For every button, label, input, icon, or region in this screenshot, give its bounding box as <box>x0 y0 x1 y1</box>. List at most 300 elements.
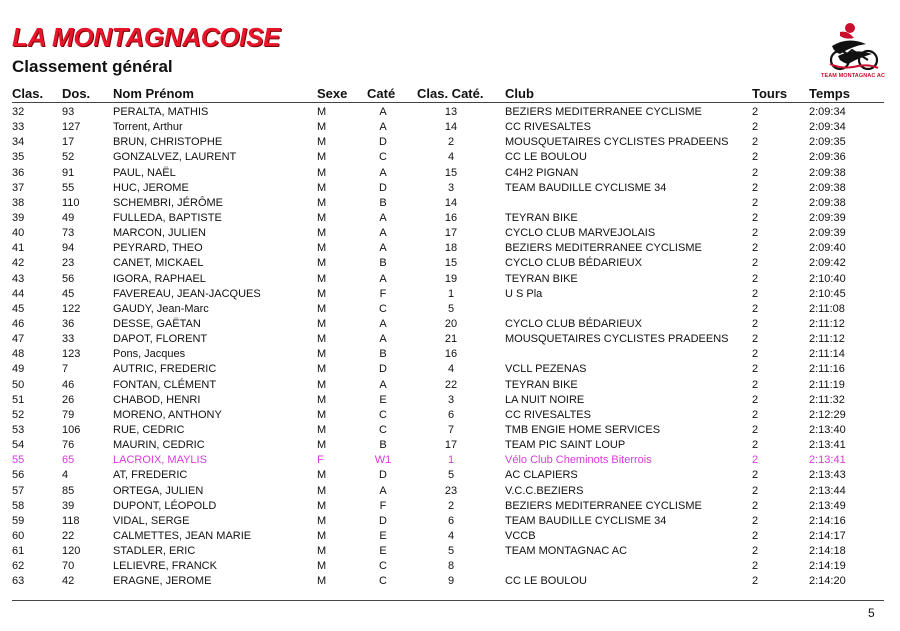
col-temps: Temps <box>809 86 850 101</box>
cell-cate: B <box>379 348 387 361</box>
cell-cate: C <box>379 423 387 436</box>
cell-club: CC RIVESALTES <box>505 408 591 421</box>
cell-nom: Torrent, Arthur <box>113 121 183 134</box>
cell-sexe: M <box>317 242 327 255</box>
cell-sexe: M <box>317 181 327 194</box>
cell-clas: 47 <box>12 333 25 346</box>
cell-clas: 62 <box>12 560 25 573</box>
cell-dos: 36 <box>62 317 75 330</box>
cell-dos: 110 <box>62 196 80 209</box>
cell-clas-cate: 15 <box>444 257 458 270</box>
cell-club: BEZIERS MEDITERRANEE CYCLISME <box>505 499 702 512</box>
table-row <box>12 438 884 453</box>
cell-tours: 2 <box>752 423 759 436</box>
cell-dos: 93 <box>62 106 75 118</box>
cell-club: CC RIVESALTES <box>505 121 591 134</box>
cell-temps: 2:11:16 <box>809 363 845 376</box>
cell-nom: FAVEREAU, JEAN-JACQUES <box>113 287 261 300</box>
cell-clas-cate: 2 <box>447 136 455 149</box>
cell-club: CYCLO CLUB BÉDARIEUX <box>505 317 642 330</box>
cell-sexe: M <box>317 378 327 391</box>
cell-cate: W1 <box>374 454 392 467</box>
cell-temps: 2:10:45 <box>809 287 846 300</box>
cell-temps: 2:13:41 <box>809 439 846 452</box>
cell-club: U S Pla <box>505 287 543 300</box>
cell-tours: 2 <box>752 454 759 467</box>
cell-nom: DESSE, GAËTAN <box>113 317 201 330</box>
cell-tours: 2 <box>752 363 759 376</box>
cell-tours: 2 <box>752 196 759 209</box>
cell-tours: 2 <box>752 151 759 164</box>
cell-club: CYCLO CLUB BÉDARIEUX <box>505 257 642 270</box>
cell-nom: MORENO, ANTHONY <box>113 408 222 421</box>
cell-clas: 63 <box>12 575 25 588</box>
cell-clas-cate: 4 <box>447 363 455 376</box>
table-row <box>12 317 884 332</box>
table-row <box>12 181 884 196</box>
cell-club: TEYRAN BIKE <box>505 211 578 224</box>
cell-cate: F <box>379 499 387 512</box>
cell-clas: 33 <box>12 121 25 134</box>
cell-dos: 52 <box>62 151 75 164</box>
cell-nom: MAURIN, CEDRIC <box>113 439 205 452</box>
cell-clas-cate: 19 <box>444 272 458 285</box>
cell-sexe: M <box>317 196 327 209</box>
cell-nom: GAUDY, Jean-Marc <box>113 302 209 315</box>
cell-sexe: M <box>317 287 327 300</box>
cell-temps: 2:09:35 <box>809 136 846 149</box>
cell-sexe: M <box>317 393 327 406</box>
cell-temps: 2:13:40 <box>809 423 846 436</box>
table-row <box>12 135 884 150</box>
cell-clas-cate: 17 <box>444 439 458 452</box>
cell-dos: 85 <box>62 484 75 497</box>
table-row <box>12 332 884 347</box>
cell-nom: DUPONT, LÉOPOLD <box>113 499 217 512</box>
cell-dos: 45 <box>62 287 75 300</box>
cell-nom: PEYRARD, THEO <box>113 242 203 255</box>
cell-temps: 2:11:12 <box>809 333 845 346</box>
table-row <box>12 272 884 287</box>
cell-cate: A <box>379 317 387 330</box>
cell-club: TEYRAN BIKE <box>505 272 578 285</box>
cell-dos: 7 <box>62 363 69 376</box>
cell-tours: 2 <box>752 529 759 542</box>
cell-clas: 45 <box>12 302 25 315</box>
table-row <box>12 302 884 317</box>
table-header <box>12 86 884 103</box>
cell-clas-cate: 9 <box>447 575 455 588</box>
cell-sexe: M <box>317 575 327 588</box>
table-row <box>12 559 884 574</box>
table-row <box>12 362 884 377</box>
table-row <box>12 453 884 468</box>
cell-sexe: M <box>317 484 327 497</box>
cell-club: TEYRAN BIKE <box>505 378 578 391</box>
table-row <box>12 484 884 499</box>
cell-sexe: M <box>317 348 327 361</box>
cell-sexe: M <box>317 333 327 346</box>
cell-club: CC LE BOULOU <box>505 151 587 164</box>
cell-cate: C <box>379 302 387 315</box>
cell-nom: PERALTA, MATHIS <box>113 106 209 118</box>
table-row <box>12 423 884 438</box>
cell-temps: 2:09:34 <box>809 121 846 134</box>
cell-cate: A <box>379 121 387 134</box>
cell-cate: C <box>379 560 387 573</box>
cell-clas-cate: 5 <box>447 302 455 315</box>
cell-nom: AUTRIC, FREDERIC <box>113 363 217 376</box>
cell-dos: 91 <box>62 166 75 179</box>
cell-clas: 49 <box>12 363 25 376</box>
cell-temps: 2:14:20 <box>809 575 846 588</box>
cell-temps: 2:11:19 <box>809 378 845 391</box>
cell-tours: 2 <box>752 408 759 421</box>
col-tours: Tours <box>752 86 788 101</box>
table-row <box>12 256 884 271</box>
col-dos: Dos. <box>62 86 91 101</box>
cell-tours: 2 <box>752 166 759 179</box>
cell-clas: 41 <box>12 242 25 255</box>
cell-clas-cate: 23 <box>444 484 458 497</box>
cell-tours: 2 <box>752 181 759 194</box>
cell-tours: 2 <box>752 317 759 330</box>
cell-temps: 2:13:41 <box>809 454 846 467</box>
cell-nom: AT, FREDERIC <box>113 469 188 482</box>
cell-temps: 2:14:18 <box>809 545 846 558</box>
cell-club: TEAM BAUDILLE CYCLISME 34 <box>505 181 667 194</box>
cell-clas: 55 <box>12 454 25 467</box>
cell-temps: 2:13:43 <box>809 469 846 482</box>
cell-clas-cate: 2 <box>447 499 455 512</box>
cell-tours: 2 <box>752 545 759 558</box>
cell-dos: 120 <box>62 545 81 558</box>
cell-club: C4H2 PIGNAN <box>505 166 579 179</box>
cell-sexe: M <box>317 302 327 315</box>
cell-nom: PAUL, NAËL <box>113 166 176 179</box>
cell-clas-cate: 20 <box>444 317 458 330</box>
cell-clas-cate: 13 <box>444 106 458 118</box>
cell-club: CYCLO CLUB MARVEJOLAIS <box>505 227 656 240</box>
cell-dos: 127 <box>62 121 81 134</box>
cell-club: TEAM BAUDILLE CYCLISME 34 <box>505 514 667 527</box>
cell-tours: 2 <box>752 560 759 573</box>
cell-clas: 50 <box>12 378 25 391</box>
cell-clas: 32 <box>12 106 25 118</box>
cell-clas: 53 <box>12 423 25 436</box>
cell-club: CC LE BOULOU <box>505 575 587 588</box>
cell-sexe: M <box>317 545 327 558</box>
cell-dos: 106 <box>62 423 81 436</box>
cell-cate: C <box>379 575 387 588</box>
cell-cate: D <box>379 363 387 376</box>
cell-sexe: M <box>317 560 327 573</box>
cell-tours: 2 <box>752 121 759 134</box>
cell-sexe: M <box>317 423 327 436</box>
cell-dos: 22 <box>62 529 75 542</box>
cell-tours: 2 <box>752 106 759 118</box>
cell-club: LA NUIT NOIRE <box>505 393 585 406</box>
cell-dos: 42 <box>62 575 75 588</box>
cell-temps: 2:09:39 <box>809 227 846 240</box>
cell-cate: A <box>379 272 387 285</box>
cell-temps: 2:12:29 <box>809 408 846 421</box>
cell-club: MOUSQUETAIRES CYCLISTES PRADEENS <box>505 136 729 149</box>
cell-tours: 2 <box>752 272 759 285</box>
cell-cate: A <box>379 333 387 346</box>
cell-dos: 65 <box>62 454 75 467</box>
cell-sexe: F <box>317 454 324 467</box>
cell-club: MOUSQUETAIRES CYCLISTES PRADEENS <box>505 333 729 346</box>
table-row <box>12 105 884 120</box>
cell-clas-cate: 5 <box>447 545 455 558</box>
cell-nom: SCHEMBRI, JÉRÔME <box>113 196 224 209</box>
cell-clas: 46 <box>12 317 25 330</box>
cell-tours: 2 <box>752 575 759 588</box>
cell-temps: 2:09:38 <box>809 166 846 179</box>
cell-temps: 2:11:32 <box>809 393 845 406</box>
cell-dos: 56 <box>62 272 75 285</box>
cell-dos: 55 <box>62 181 75 194</box>
cell-clas: 54 <box>12 439 25 452</box>
cell-nom: BRUN, CHRISTOPHE <box>113 136 223 149</box>
cell-clas-cate: 16 <box>444 348 458 361</box>
cell-clas: 61 <box>12 545 25 558</box>
cell-clas-cate: 3 <box>447 181 455 194</box>
cell-clas-cate: 16 <box>444 211 458 224</box>
cell-tours: 2 <box>752 136 759 149</box>
cell-sexe: M <box>317 469 327 482</box>
table-row <box>12 408 884 423</box>
cell-cate: E <box>379 529 387 542</box>
cell-temps: 2:09:40 <box>809 242 846 255</box>
cell-clas-cate: 1 <box>447 454 455 467</box>
cell-temps: 2:14:19 <box>809 560 846 573</box>
col-cate: Caté <box>367 86 396 101</box>
cell-dos: 46 <box>62 378 75 391</box>
cell-clas-cate: 15 <box>444 166 458 179</box>
cell-tours: 2 <box>752 302 759 315</box>
cell-temps: 2:09:39 <box>809 211 846 224</box>
cell-nom: IGORA, RAPHAEL <box>113 272 206 285</box>
cell-clas-cate: 5 <box>447 469 455 482</box>
cell-clas-cate: 21 <box>444 333 458 346</box>
cell-cate: A <box>379 106 387 118</box>
cell-clas-cate: 8 <box>447 560 455 573</box>
cell-nom: ERAGNE, JEROME <box>113 575 212 588</box>
cell-dos: 33 <box>62 333 75 346</box>
cell-cate: A <box>379 378 387 391</box>
cell-tours: 2 <box>752 333 759 346</box>
cell-tours: 2 <box>752 469 759 482</box>
cell-clas: 36 <box>12 166 25 179</box>
cell-clas: 51 <box>12 393 25 406</box>
cell-dos: 118 <box>62 514 80 527</box>
cell-temps: 2:11:08 <box>809 302 845 315</box>
cell-nom: STADLER, ERIC <box>113 545 196 558</box>
cell-club: BEZIERS MEDITERRANEE CYCLISME <box>505 106 702 118</box>
table-row <box>12 120 884 135</box>
footer-divider <box>12 600 884 601</box>
cell-clas: 39 <box>12 211 25 224</box>
cell-nom: MARCON, JULIEN <box>113 227 206 240</box>
cell-dos: 123 <box>62 348 81 361</box>
cell-club: BEZIERS MEDITERRANEE CYCLISME <box>505 242 702 255</box>
cell-nom: ORTEGA, JULIEN <box>113 484 204 497</box>
page-number: 5 <box>868 606 875 620</box>
table-row <box>12 347 884 362</box>
cell-cate: D <box>379 136 387 149</box>
cell-sexe: M <box>317 257 327 270</box>
cell-club: VCLL PEZENAS <box>505 363 587 376</box>
cell-sexe: M <box>317 529 327 542</box>
cell-clas-cate: 17 <box>444 227 458 240</box>
cell-sexe: M <box>317 408 327 421</box>
table-row <box>12 499 884 514</box>
cell-clas-cate: 6 <box>447 408 455 421</box>
cell-dos: 122 <box>62 302 81 315</box>
col-nom: Nom Prénom <box>113 86 194 101</box>
cell-nom: CHABOD, HENRI <box>113 393 201 406</box>
cell-sexe: M <box>317 439 327 452</box>
cell-clas: 48 <box>12 348 25 361</box>
cell-dos: 94 <box>62 242 75 255</box>
table-row <box>12 211 884 226</box>
cell-tours: 2 <box>752 378 759 391</box>
table-row <box>12 287 884 302</box>
cell-dos: 39 <box>62 499 75 512</box>
cell-tours: 2 <box>752 348 759 361</box>
cell-clas: 56 <box>12 469 25 482</box>
cell-clas-cate: 7 <box>447 423 455 436</box>
cell-tours: 2 <box>752 287 759 300</box>
cell-cate: D <box>379 469 387 482</box>
cell-nom: VIDAL, SERGE <box>113 514 190 527</box>
cell-sexe: M <box>317 151 327 164</box>
cell-sexe: M <box>317 227 327 240</box>
cell-nom: LELIEVRE, FRANCK <box>113 560 217 573</box>
cell-cate: F <box>379 287 387 300</box>
cell-club: TEAM PIC SAINT LOUP <box>505 439 626 452</box>
cell-sexe: M <box>317 363 327 376</box>
cell-cate: E <box>379 545 387 558</box>
cell-nom: CALMETTES, JEAN MARIE <box>113 529 252 542</box>
cell-cate: B <box>379 196 387 209</box>
table-row <box>12 514 884 529</box>
cell-sexe: M <box>317 499 327 512</box>
cell-tours: 2 <box>752 257 759 270</box>
cell-clas: 35 <box>12 151 25 164</box>
cell-clas: 38 <box>12 196 25 209</box>
cell-clas-cate: 1 <box>447 287 455 300</box>
cell-dos: 76 <box>62 439 75 452</box>
cell-temps: 2:13:49 <box>809 499 846 512</box>
cell-temps: 2:11:14 <box>809 348 845 361</box>
cell-temps: 2:14:17 <box>809 529 846 542</box>
cell-cate: D <box>379 514 387 527</box>
cell-sexe: M <box>317 514 327 527</box>
cell-cate: B <box>379 257 387 270</box>
cell-temps: 2:09:36 <box>809 151 846 164</box>
cell-temps: 2:09:34 <box>809 106 846 118</box>
cell-clas-cate: 18 <box>444 242 458 255</box>
cell-cate: A <box>379 227 387 240</box>
cell-sexe: M <box>317 121 327 134</box>
event-title: LA MONTAGNACOISE <box>12 22 281 52</box>
table-row <box>12 574 884 589</box>
cell-cate: B <box>379 439 387 452</box>
col-clas: Clas. <box>12 86 44 101</box>
cell-clas: 42 <box>12 257 25 270</box>
cell-nom: GONZALVEZ, LAURENT <box>113 151 237 164</box>
cell-clas: 34 <box>12 136 25 149</box>
cell-temps: 2:13:44 <box>809 484 846 497</box>
cell-clas: 37 <box>12 181 25 194</box>
cell-tours: 2 <box>752 393 759 406</box>
cell-cate: A <box>379 166 387 179</box>
cell-clas: 43 <box>12 272 25 285</box>
cell-dos: 73 <box>62 227 75 240</box>
cell-temps: 2:09:38 <box>809 181 846 194</box>
cell-clas: 58 <box>12 499 25 512</box>
cell-dos: 4 <box>62 469 69 482</box>
cell-clas: 57 <box>12 484 25 497</box>
cell-nom: FULLEDA, BAPTISTE <box>113 211 222 224</box>
cell-clas-cate: 3 <box>447 393 455 406</box>
cell-clas-cate: 4 <box>447 529 455 542</box>
logo-text: TEAM MONTAGNAC AC <box>820 73 886 79</box>
cell-clas-cate: 22 <box>444 378 458 391</box>
cell-temps: 2:09:38 <box>809 196 846 209</box>
cell-nom: HUC, JEROME <box>113 181 189 194</box>
cell-nom: LACROIX, MAYLIS <box>113 454 207 467</box>
cell-nom: DAPOT, FLORENT <box>113 333 208 346</box>
table-row <box>12 393 884 408</box>
cell-tours: 2 <box>752 484 759 497</box>
cell-club: TEAM MONTAGNAC AC <box>505 545 628 558</box>
cell-nom: Pons, Jacques <box>113 348 186 361</box>
cell-clas-cate: 14 <box>444 121 458 134</box>
col-sexe: Sexe <box>317 86 348 101</box>
cell-cate: A <box>379 211 387 224</box>
table-row <box>12 166 884 181</box>
cell-clas: 59 <box>12 514 25 527</box>
table-row <box>12 226 884 241</box>
cell-dos: 49 <box>62 211 75 224</box>
table-row <box>12 378 884 393</box>
cell-tours: 2 <box>752 514 759 527</box>
cell-clas-cate: 14 <box>444 196 458 209</box>
cell-sexe: M <box>317 166 327 179</box>
cell-nom: CANET, MICKAEL <box>113 257 204 270</box>
cell-cate: A <box>379 484 387 497</box>
cell-temps: 2:14:16 <box>809 514 846 527</box>
table-row <box>12 196 884 211</box>
cell-sexe: M <box>317 272 327 285</box>
team-logo <box>818 20 888 82</box>
cell-dos: 26 <box>62 393 75 406</box>
results-table <box>12 105 884 590</box>
table-row <box>12 150 884 165</box>
cell-dos: 23 <box>62 257 75 270</box>
cell-sexe: M <box>317 211 327 224</box>
cell-cate: C <box>379 408 387 421</box>
cyclist-logo-icon <box>818 20 888 74</box>
cell-sexe: M <box>317 106 327 118</box>
cell-cate: D <box>379 181 387 194</box>
cell-clas-cate: 6 <box>447 514 455 527</box>
cell-nom: FONTAN, CLÉMENT <box>113 378 217 391</box>
